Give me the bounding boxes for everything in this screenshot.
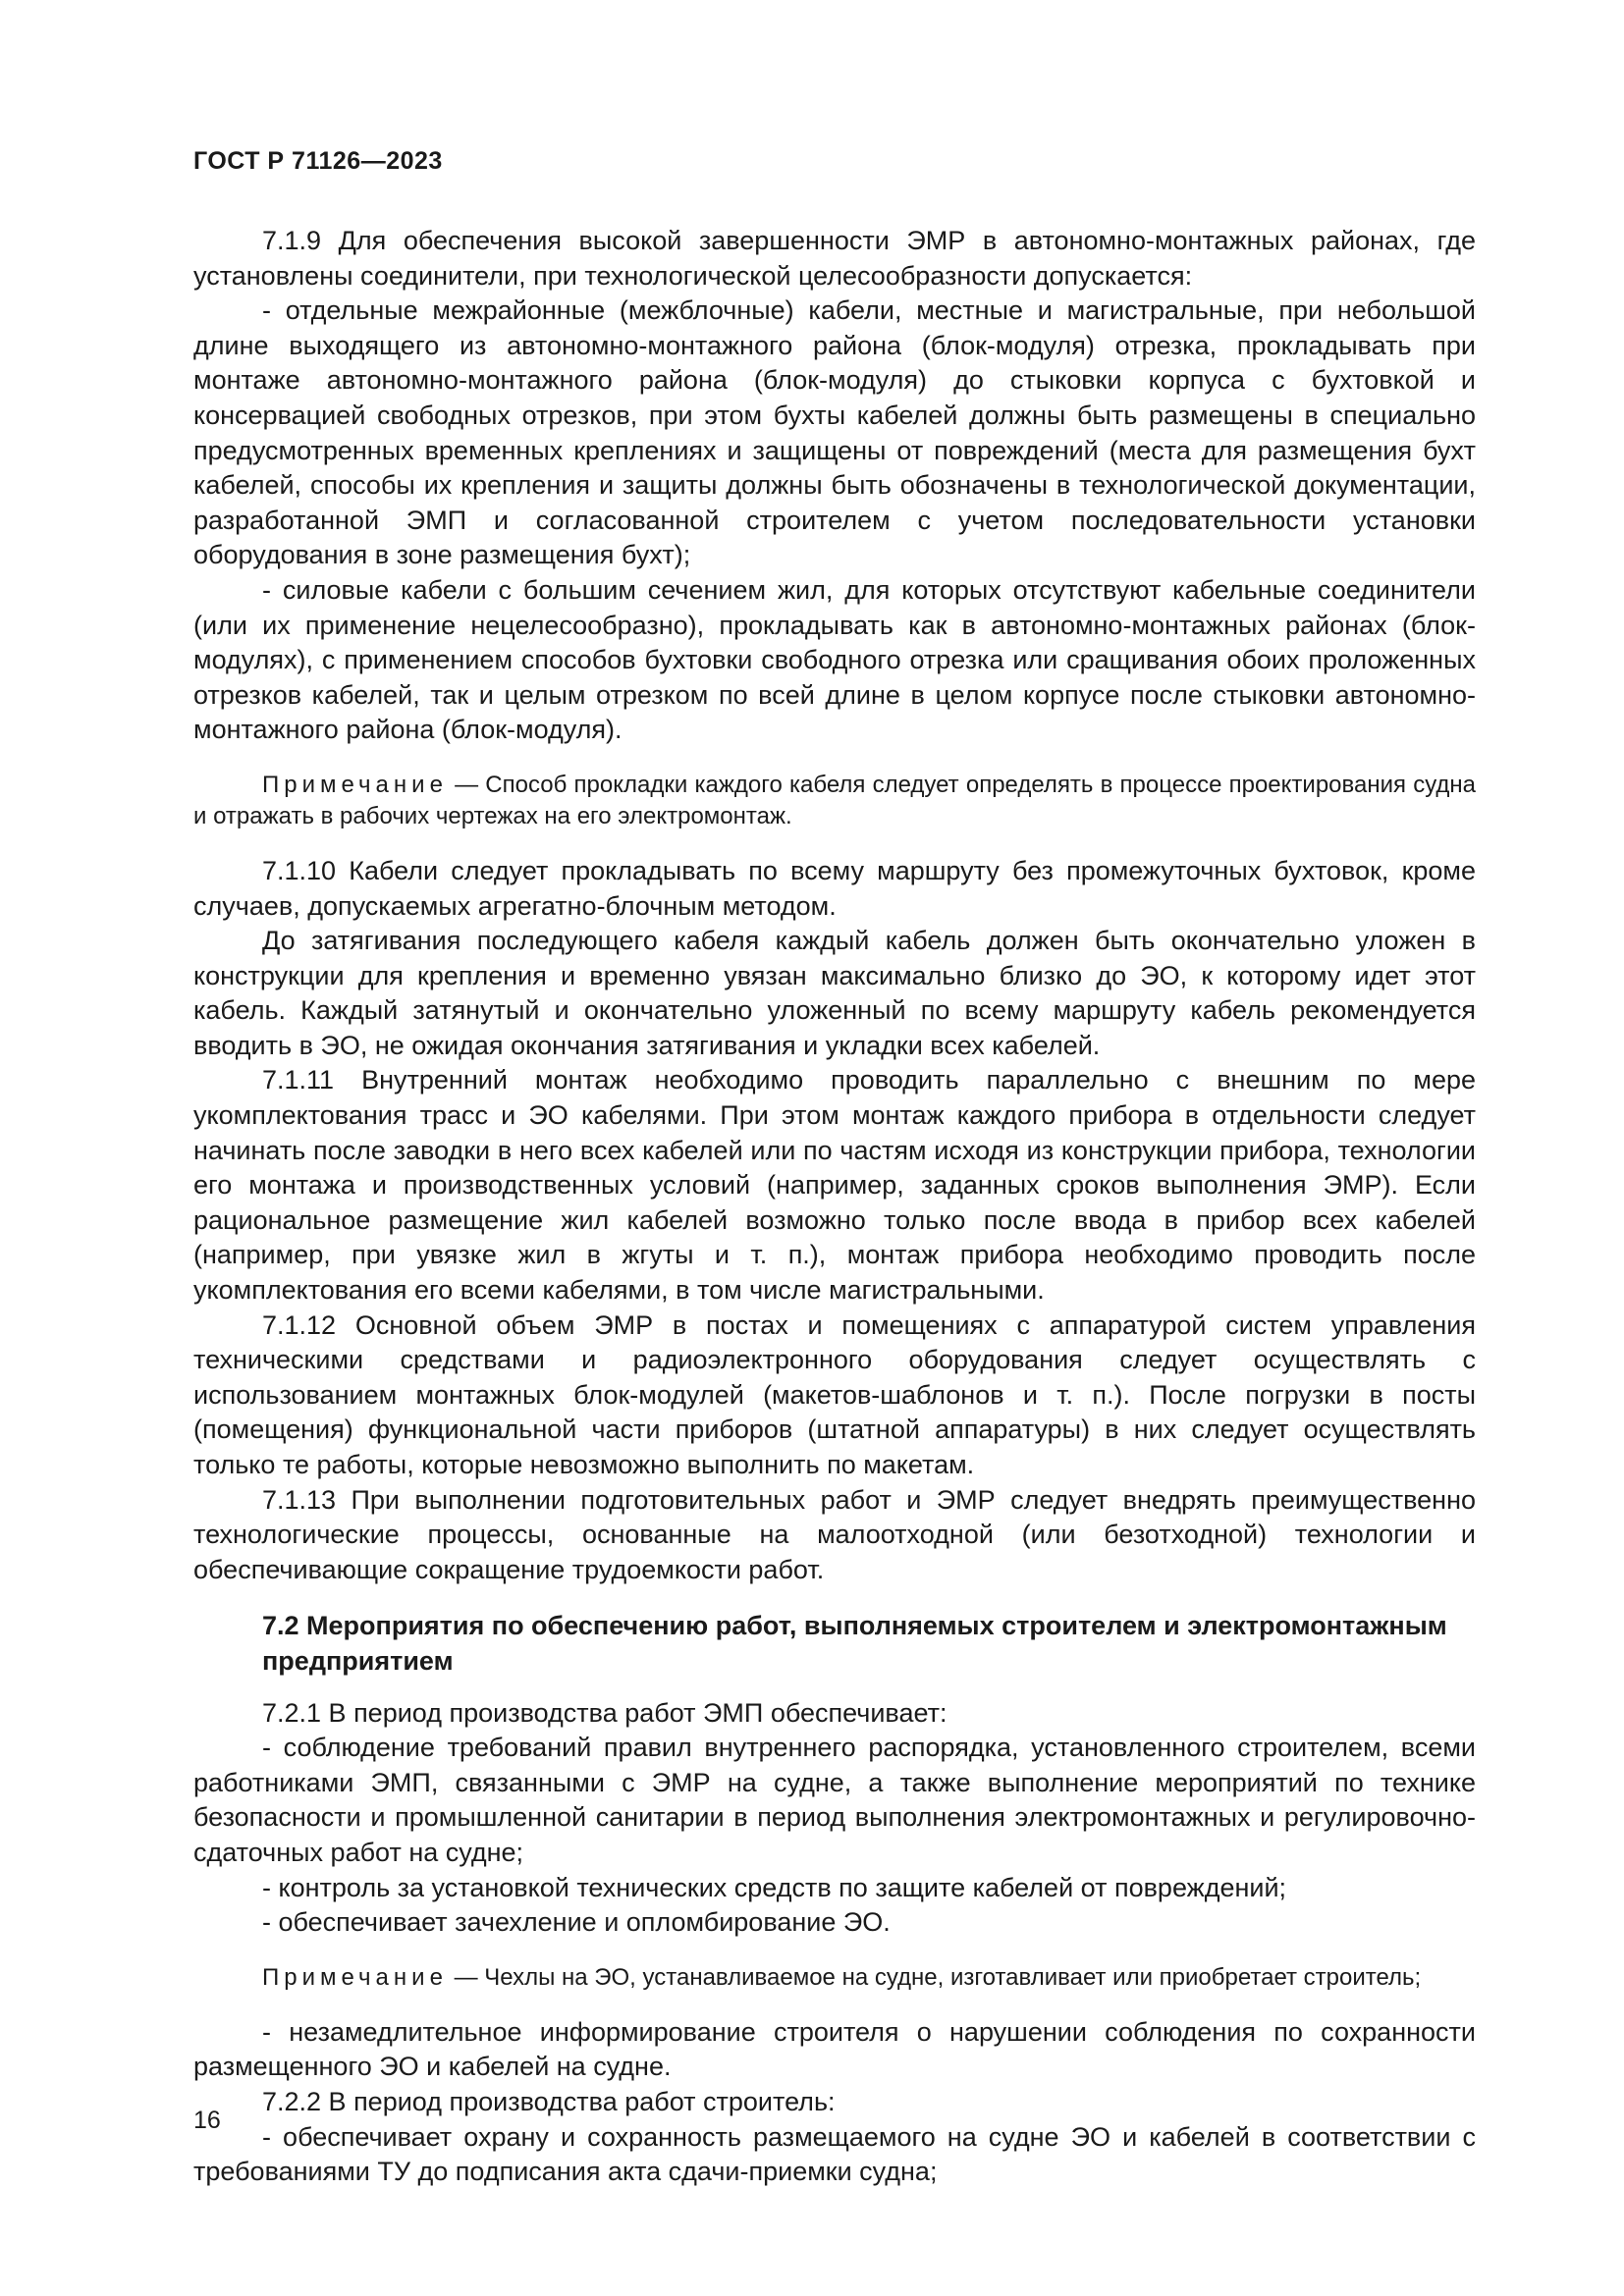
list-item: - незамедлительное информирование строителя о нарушении соблюдения по сохранности размещенного ЭО и кабелей на судне. xyxy=(193,2016,1476,2082)
list-item: - контроль за установкой технических средств по защите кабелей от повреждений; xyxy=(262,1872,1287,1902)
list-item: - силовые кабели с большим сечением жил, для которых отсутствуют кабельные соединители (или их применение нецелесообразно), прокладывать как в автономно-монтажных районах (блок-модулях), с применением способов бухтовки свободного отрезка или сращивания обоих проложенных отрезков кабелей, так и целым отрезком по всей длине в целом корпусе после стыковки автономно-монтажного района (блок-модуля). xyxy=(193,574,1476,745)
document-body xyxy=(193,224,1476,2190)
paragraph-7-1-9: 7.1.9 Для обеспечения высокой завершенности ЭМР в автономно-монтажных районах, где установлены соединители, при технологической целесообразности допускается: xyxy=(193,226,1476,291)
note xyxy=(193,770,1476,832)
document-code-header: ГОСТ Р 71126—2023 xyxy=(193,147,443,175)
paragraph-7-2-1: 7.2.1 В период производства работ ЭМП обеспечивает: xyxy=(262,1697,947,1728)
paragraph-7-1-12: 7.1.12 Основной объем ЭМР в постах и помещениях с аппаратурой систем управления техническими средствами и радиоэлектронного оборудования следует осуществлять с использованием монтажных блок-модулей (макетов-шаблонов и т. п.). После погрузки в посты (помещения) функциональной части приборов (штатной аппаратуры) в них следует осуществлять только те работы, которые невозможно выполнить по макетам. xyxy=(193,1309,1476,1479)
paragraph-7-2-2: 7.2.2 В период производства работ строитель: xyxy=(262,2086,836,2116)
note-text: — Чехлы на ЭО, устанавливаемое на судне, изготавливает или приобретает строитель; xyxy=(447,1963,1422,1991)
paragraph-7-1-10: 7.1.10 Кабели следует прокладывать по всему маршруту без промежуточных бухтовок, кроме случаев, допускаемых агрегатно-блочным методом. xyxy=(193,855,1476,921)
paragraph-7-1-13: 7.1.13 При выполнении подготовительных работ и ЭМР следует внедрять преимущественно технологические процессы, основанные на малоотходной (или безотходной) технологии и обеспечивающие сокращение трудоемкости работ. xyxy=(193,1484,1476,1584)
paragraph-7-1-11: 7.1.11 Внутренний монтаж необходимо проводить параллельно с внешним по мере укомплектования трасс и ЭО кабелями. При этом монтаж каждого прибора в отдельности следует начинать после заводки в него всех кабелей или по частям исходя из конструкции прибора, технологии его монтажа и производственных условий (например, заданных сроков выполнения ЭМР). Если рациональное размещение жил кабелей возможно только после ввода в прибор всех кабелей (например, при увязке жил в жгуты и т. п.), монтаж прибора необходимо проводить после укомплектования его всеми кабелями, в том числе магистральными. xyxy=(193,1065,1476,1306)
list-item: - обеспечивает охрану и сохранность размещаемого на судне ЭО и кабелей в соответствии с требованиями ТУ до подписания акта сдачи-приемки судна; xyxy=(193,2121,1476,2187)
note-label: Примечание xyxy=(262,1963,448,1991)
paragraph: До затягивания последующего кабеля каждый кабель должен быть окончательно уложен в конструкции для крепления и временно увязан максимально близко до ЭО, к которому идет этот кабель. Каждый затянутый и окончательно уложенный по всему маршруту кабель рекомендуется вводить в ЭО, не ожидая окончания затягивания и укладки всех кабелей. xyxy=(193,926,1476,1060)
list-item: - обеспечивает зачехление и опломбирование ЭО. xyxy=(262,1907,891,1938)
section-heading-7-2: 7.2 Мероприятия по обеспечению работ, выполняемых строителем и электромонтажным предприятием xyxy=(262,1611,1447,1676)
list-item: - отдельные межрайонные (межблочные) кабели, местные и магистральные, при небольшой длине выходящего из автономно-монтажного района (блок-модуля) отрезка, прокладывать при монтаже автономно-монтажного района (блок-модуля) до стыковки корпуса с бухтовкой и консервацией свободных отрезков, при этом бухты кабелей должны быть размещены в специально предусмотренных временных креплениях и защищены от повреждений (места для размещения бухт кабелей, способы их крепления и защиты должны быть обозначены в технологической документации, разработанной ЭМП и согласованной строителем с учетом последовательности установки оборудования в зоне размещения бухт); xyxy=(193,295,1476,570)
note-text: — Способ прокладки каждого кабеля следует определять в процессе проектирования судна и отражать в рабочих чертежах на его электромонтаж. xyxy=(193,771,1476,829)
page-number: 16 xyxy=(193,2107,221,2134)
list-item: - соблюдение требований правил внутреннего распорядка, установленного строителем, всеми работниками ЭМП, связанными с ЭМР на судне, а также выполнение мероприятий по технике безопасности и промышленной санитарии в период выполнения электромонтажных и регулировочно-сдаточных работ на судне; xyxy=(193,1733,1476,1867)
note-label: Примечание xyxy=(262,771,448,798)
note xyxy=(193,1962,1476,1994)
